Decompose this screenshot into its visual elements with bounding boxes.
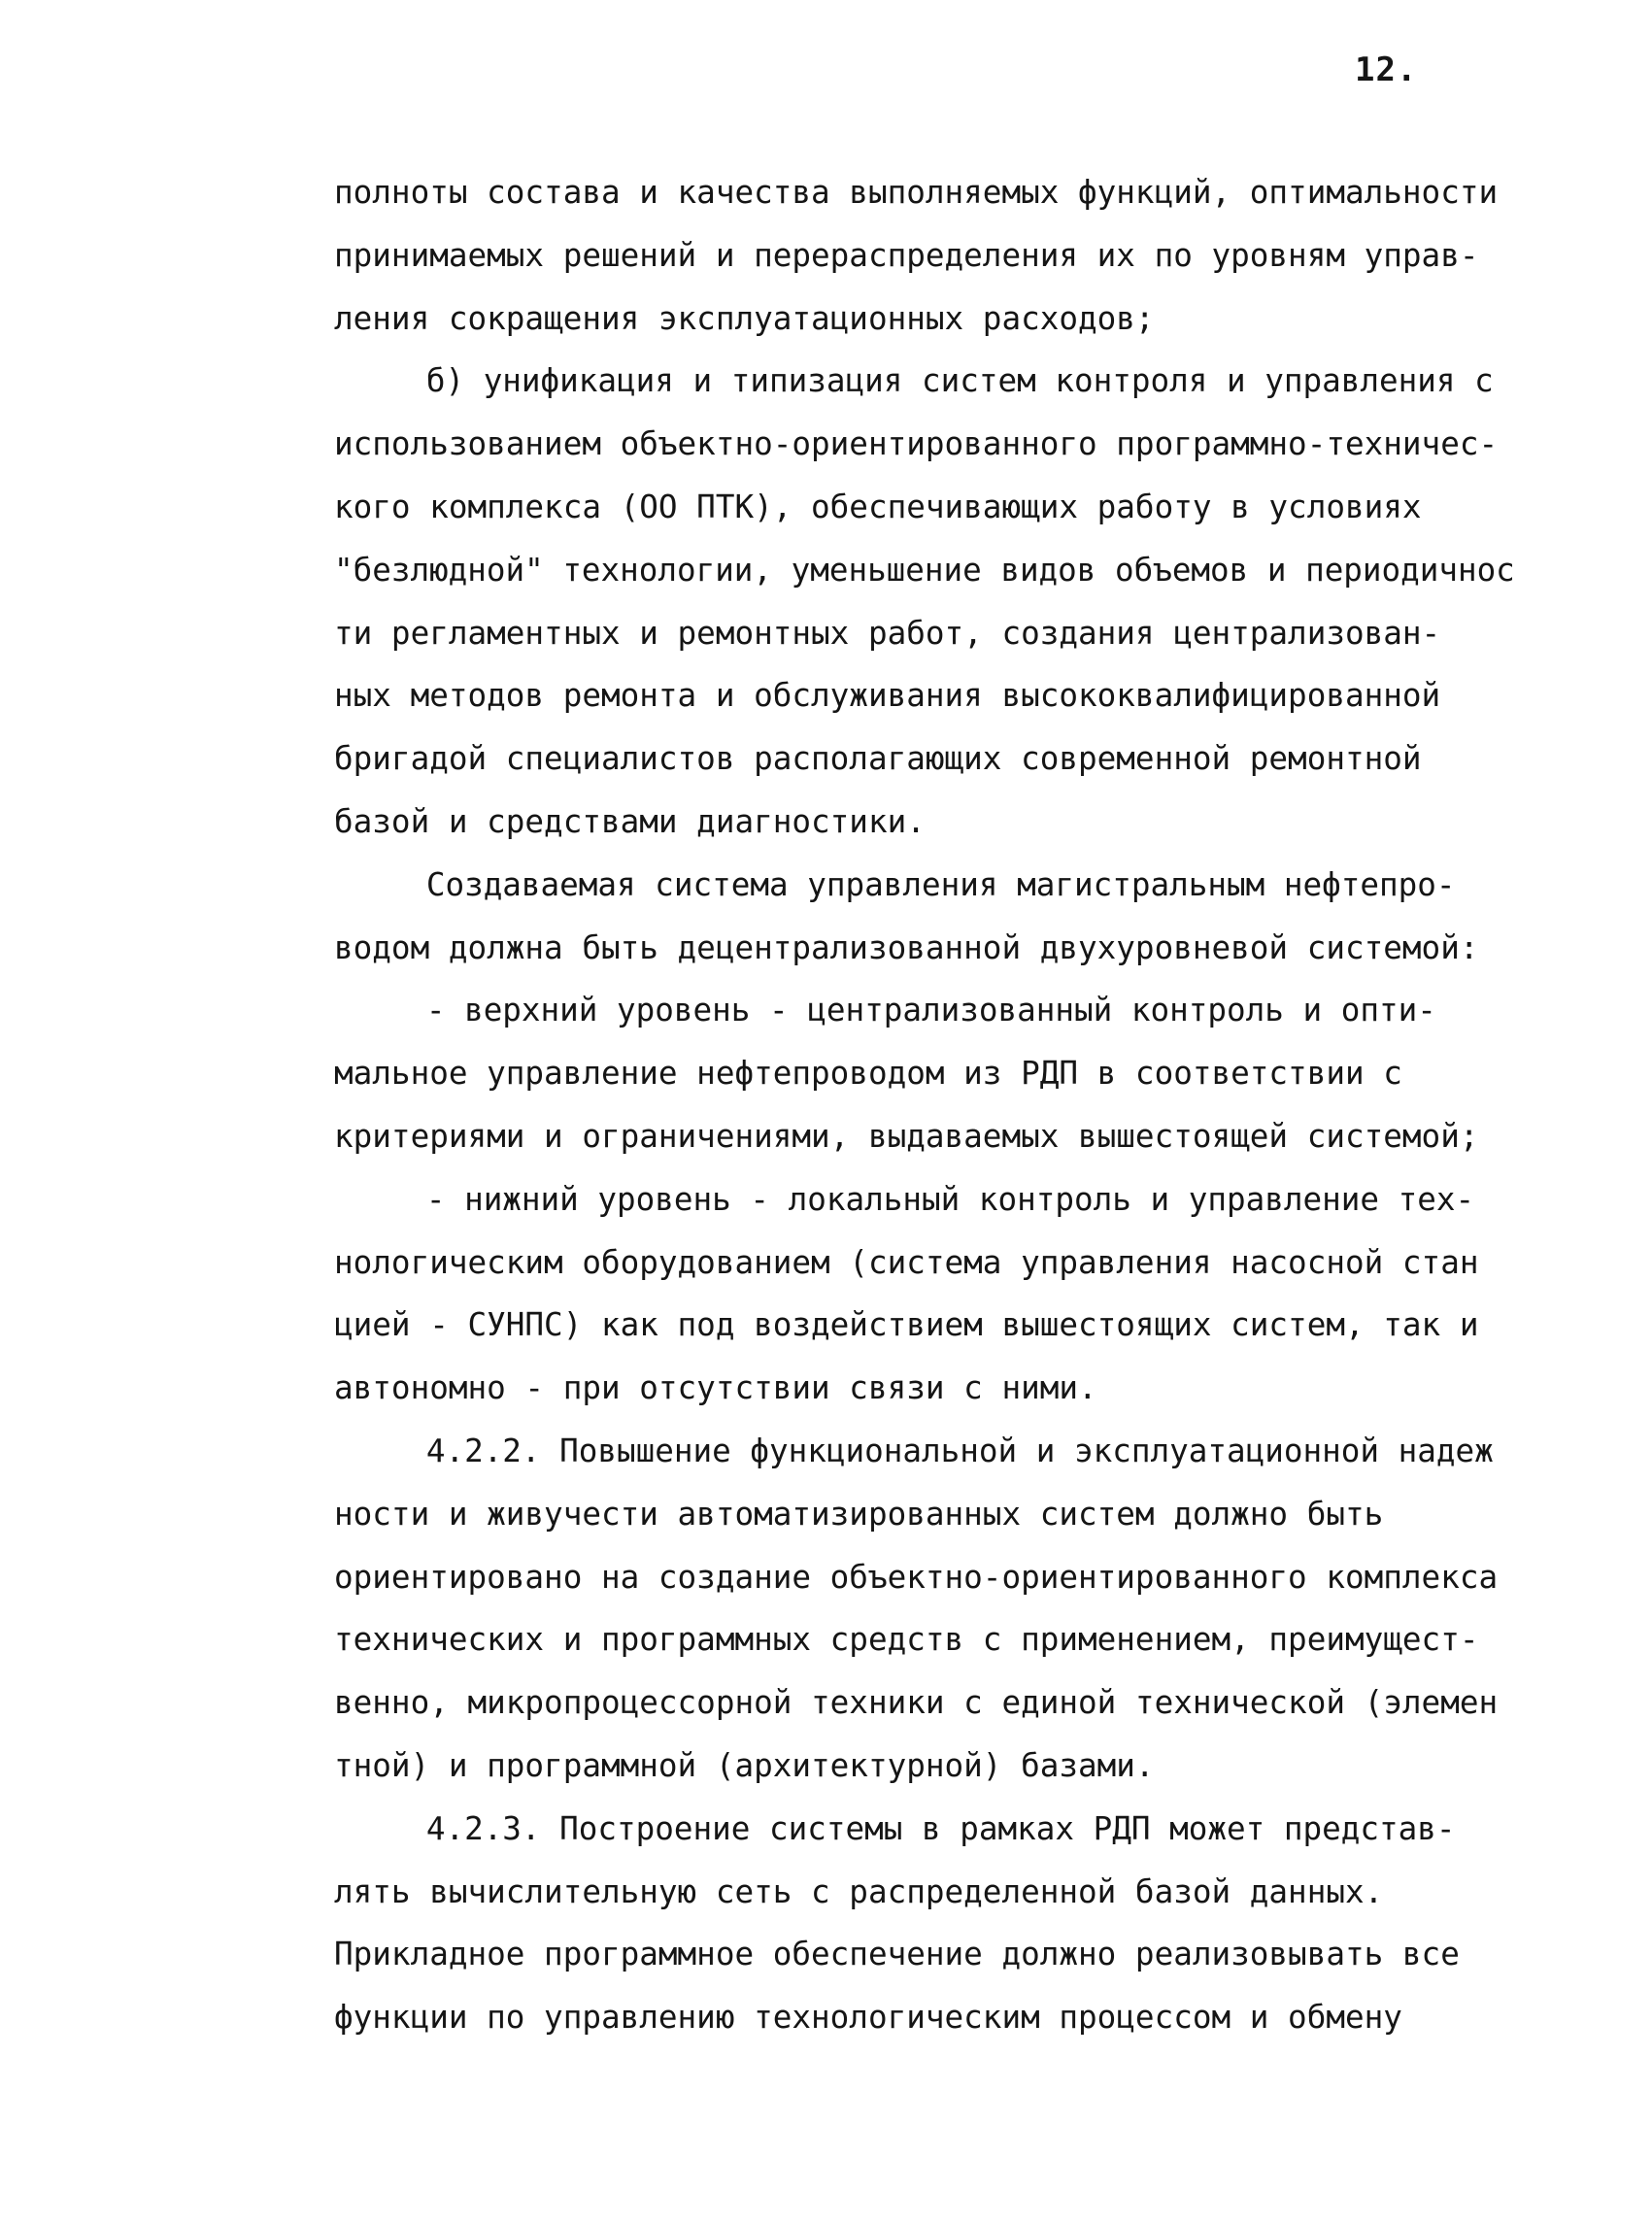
text-line: полноты состава и качества выполняемых функций, оптимальности xyxy=(334,173,1499,211)
text-line: Прикладное программное обеспечение должно реализовывать все xyxy=(334,1935,1460,1973)
text-line: нологическим оборудованием (система управления насосной стан xyxy=(334,1242,1479,1281)
text-line: функции по управлению технологическим процессом и обмену xyxy=(334,1998,1402,2037)
text-line: "безлюдной" технологии, уменьшение видов объемов и периодичнос xyxy=(334,550,1515,589)
text-line: - нижний уровень - локальный контроль и управление тех- xyxy=(425,1179,1475,1218)
text-line: 4.2.3. Построение системы в рамках РДП может представ- xyxy=(425,1808,1456,1847)
text-line: кого комплекса (ОО ПТК), обеспечивающих работу в условиях xyxy=(334,487,1422,525)
text-line: венно, микропроцессорной техники с единой технической (элемен xyxy=(334,1683,1499,1722)
text-line: водом должна быть децентрализованной двухуровневой системой: xyxy=(334,927,1479,966)
text-line: бригадой специалистов располагающих современной ремонтной xyxy=(334,739,1422,778)
text-line: ориентировано на создание объектно-ориентированного комплекса xyxy=(334,1557,1499,1596)
text-line: 4.2.2. Повышение функциональной и эксплуатационной надеж xyxy=(425,1431,1494,1469)
text-line: автономно - при отсутствии связи с ними. xyxy=(334,1368,1097,1407)
text-line: ления сокращения эксплуатационных расходов; xyxy=(334,298,1155,337)
text-line: принимаемых решений и перераспределения их по уровням управ- xyxy=(334,235,1479,274)
text-line: тной) и программной (архитектурной) базами. xyxy=(334,1745,1155,1784)
text-line: критериями и ограничениями, выдаваемых вышестоящей системой; xyxy=(334,1116,1479,1155)
text-line: цией - СУНПС) как под воздействием вышестоящих систем, так и xyxy=(334,1305,1479,1344)
text-line: ных методов ремонта и обслуживания высококвалифицированной xyxy=(334,676,1441,715)
text-line: технических и программных средств с применением, преимущест- xyxy=(334,1620,1479,1659)
text-line: б) унификация и типизация систем контроля и управления с xyxy=(425,361,1494,400)
text-line: ти регламентных и ремонтных работ, создания централизован- xyxy=(334,613,1441,652)
text-line: Создаваемая система управления магистральным нефтепро- xyxy=(425,864,1456,903)
page-number: 12. xyxy=(1355,51,1418,89)
text-line: ности и живучести автоматизированных систем должно быть xyxy=(334,1494,1384,1533)
text-line: - верхний уровень - централизованный контроль и опти- xyxy=(425,991,1436,1029)
text-line: базой и средствами диагностики. xyxy=(334,801,926,840)
document-text-body xyxy=(334,161,1529,2049)
text-line: использованием объектно-ориентированного программно-техничес- xyxy=(334,424,1499,463)
text-line: мальное управление нефтепроводом из РДП в соответствии с xyxy=(334,1054,1402,1093)
text-line: лять вычислительную сеть с распределенной базой данных. xyxy=(334,1871,1384,1910)
